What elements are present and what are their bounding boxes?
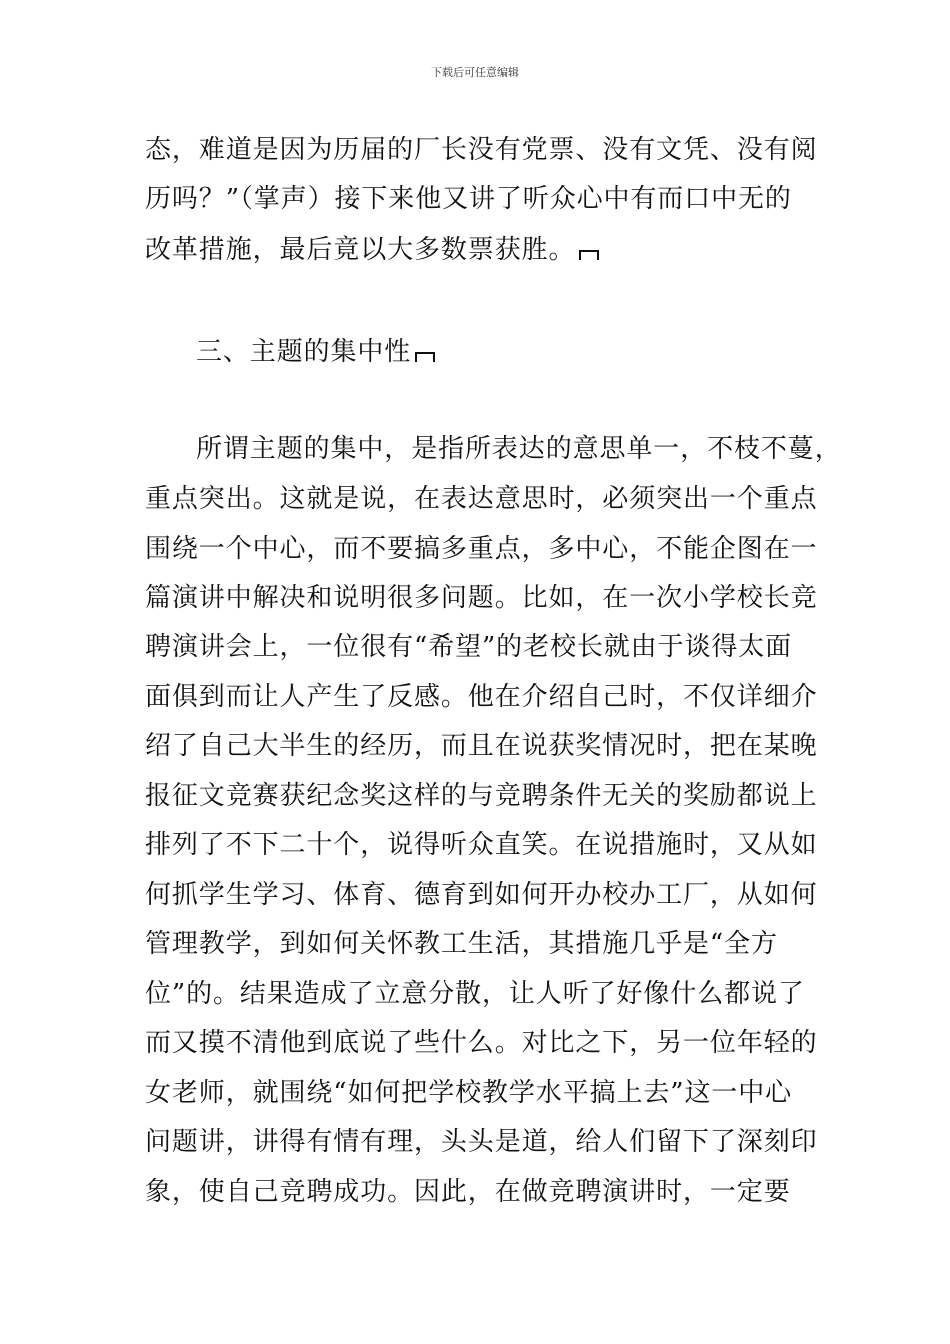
text-line: 女老师，就围绕“如何把学校教学水平搞上去”这一中心 xyxy=(145,1078,793,1108)
text-line: 位”的。结果造成了立意分散，让人听了好像什么都说了 xyxy=(145,979,805,1009)
text-line: 象，使自己竞聘成功。因此，在做竞聘演讲时，一定要 xyxy=(145,1177,791,1207)
text-line: 围绕一个中心，而不要搞多重点，多中心，不能企图在一 xyxy=(145,534,818,564)
text-line: 管理教学，到如何关怀教工生活，其措施几乎是“全方 xyxy=(145,929,778,959)
text-line: 而又摸不清他到底说了些什么。对比之下，另一位年轻的 xyxy=(145,1028,818,1058)
text-line: 篇演讲中解决和说明很多问题。比如，在一次小学校长竞 xyxy=(145,583,818,613)
section-heading xyxy=(196,335,435,369)
text-line: 聘演讲会上，一位很有“希望”的老校长就由于谈得太面 xyxy=(145,632,793,662)
section-heading-text: 三、主题的集中性 xyxy=(196,337,412,367)
page-header: 下载后可任意编辑 xyxy=(431,66,519,79)
text-line xyxy=(145,233,599,267)
paragraph-mark-icon xyxy=(579,250,599,260)
text-line: 绍了自己大半生的经历，而且在说获奖情况时，把在某晚 xyxy=(145,731,818,761)
paragraph-mark-icon xyxy=(415,352,435,362)
text-line: 态，难道是因为历届的厂长没有党票、没有文凭、没有阅 xyxy=(145,135,818,165)
text-line: 重点突出。这就是说，在表达意思时，必须突出一个重点 xyxy=(145,484,818,514)
text-line: 排列了不下二十个，说得听众直笑。在说措施时，又从如 xyxy=(145,830,818,860)
text-line: 问题讲，讲得有情有理，头头是道，给人们留下了深刻印 xyxy=(145,1127,818,1157)
text-line: 历吗？”（掌声）接下来他又讲了听众心中有而口中无的 xyxy=(145,184,792,214)
text-line: 何抓学生学习、体育、德育到如何开办校办工厂，从如何 xyxy=(145,880,818,910)
text-line: 所谓主题的集中，是指所表达的意思单一，不枝不蔓， xyxy=(196,434,842,464)
text-line: 报征文竞赛获纪念奖这样的与竞聘条件无关的奖励都说上 xyxy=(145,781,818,811)
text-line: 面俱到而让人产生了反感。他在介绍自己时，不仅详细介 xyxy=(145,682,818,712)
text-line-content: 改革措施，最后竟以大多数票获胜。 xyxy=(145,235,576,265)
